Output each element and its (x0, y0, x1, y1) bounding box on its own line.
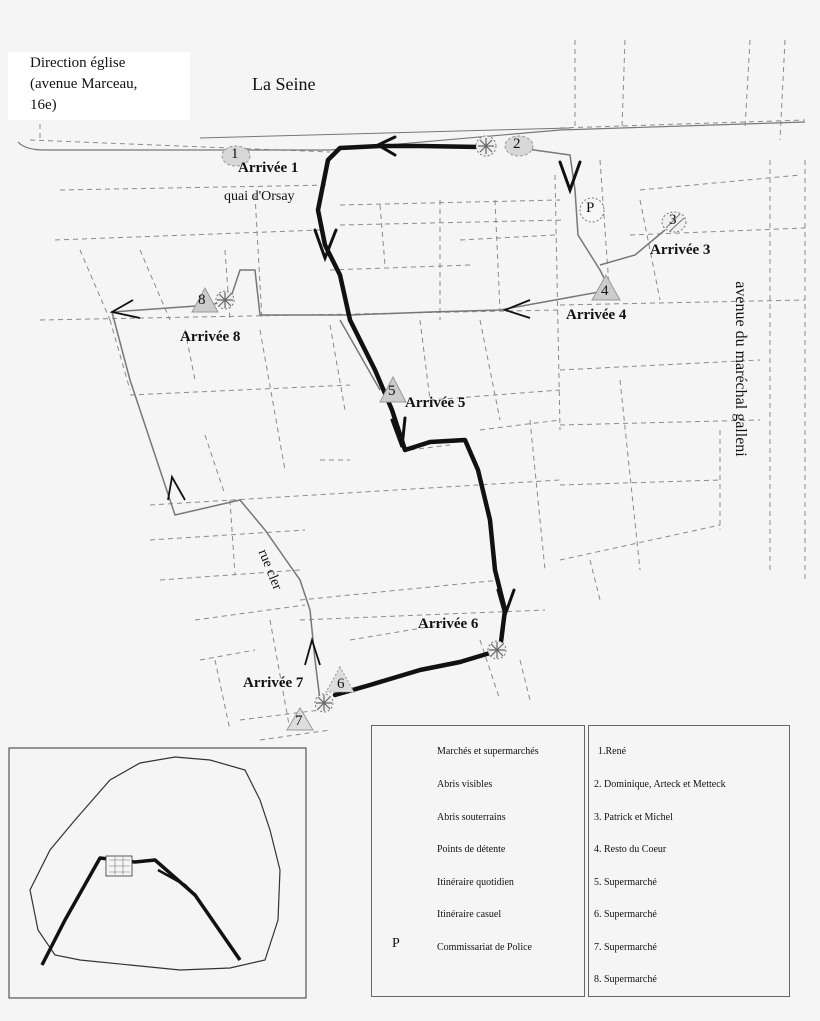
people-item: 6. Supermarché (594, 909, 657, 920)
legend-police-symbol: P (392, 936, 400, 951)
marker-3: 3 (669, 212, 677, 228)
casual-arrows (112, 300, 530, 665)
people-item: 5. Supermarché (594, 877, 657, 888)
arrival-8: Arrivée 8 (180, 329, 241, 345)
legend-item-daily-route: Itinéraire quotidien (437, 877, 514, 888)
legend-panel (371, 725, 585, 997)
legend-item-police: Commissariat de Police (437, 942, 532, 953)
arrival-3: Arrivée 3 (650, 242, 711, 258)
marker-8: 8 (198, 292, 206, 308)
marker-5: 5 (388, 383, 396, 399)
daily-route (318, 146, 505, 695)
river-label: La Seine (252, 74, 316, 94)
direction-line-2: (avenue Marceau, (30, 76, 138, 92)
people-item: 7. Supermarché (594, 942, 657, 953)
people-item: 3. Patrick et Michel (594, 812, 673, 823)
people-item: 4. Resto du Coeur (594, 844, 667, 855)
people-item: 8. Supermarché (594, 974, 657, 985)
marker-6: 6 (337, 676, 345, 692)
people-panel (588, 725, 790, 997)
quai-label: quai d'Orsay (224, 189, 295, 204)
legend-item-visible-shelters: Abris visibles (437, 779, 493, 790)
legend-item-relax-points: Points de détente (437, 844, 506, 855)
arrival-4: Arrivée 4 (566, 307, 627, 323)
arrival-5: Arrivée 5 (405, 395, 466, 411)
people-item: 1.René (598, 746, 627, 757)
direction-line-3: 16e) (30, 97, 57, 113)
marker-7: 7 (295, 713, 303, 729)
marker-4: 4 (601, 283, 609, 299)
legend-item-markets: Marchés et supermarchés (437, 746, 539, 757)
marker-2: 2 (513, 136, 521, 152)
legend-item-underground-shelters: Abris souterrains (437, 812, 506, 823)
people-item: 2. Dominique, Arteck et Metteck (594, 779, 726, 790)
marker-glyphs (192, 136, 686, 730)
legend-item-casual-route: Itinéraire casuel (437, 909, 502, 920)
rue-label: rue cler (254, 547, 285, 593)
avenue-label: avenue du maréchal galleni (732, 281, 749, 457)
arrival-1: Arrivée 1 (238, 160, 299, 176)
arrival-6: Arrivée 6 (418, 616, 479, 632)
direction-line-1: Direction église (30, 55, 126, 71)
police-marker-label: P (586, 200, 595, 216)
marker-1: 1 (231, 146, 239, 162)
arrival-7: Arrivée 7 (243, 675, 304, 691)
route-arrows (315, 137, 580, 615)
